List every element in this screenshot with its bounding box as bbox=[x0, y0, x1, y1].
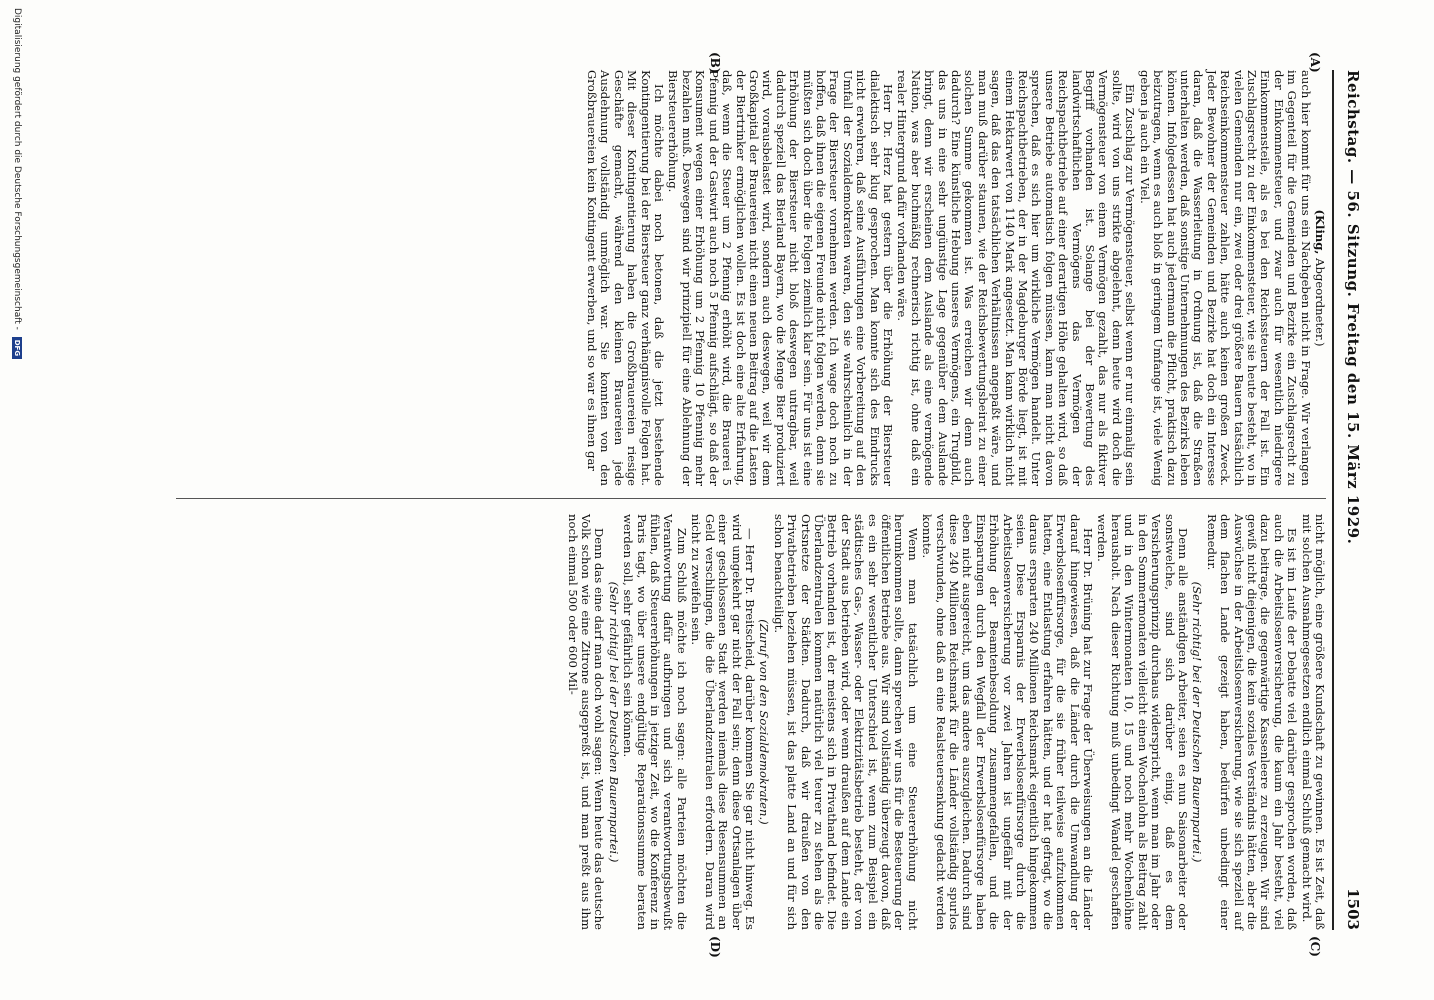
digitization-credit bbox=[12, 8, 22, 359]
interjection: (Zuruf von den Sozialdemokraten.) bbox=[757, 619, 772, 825]
page-header bbox=[1334, 70, 1364, 930]
dfg-logo-icon: DFG bbox=[12, 337, 22, 359]
column-divider bbox=[176, 498, 1326, 499]
page-number: 1503 bbox=[1344, 888, 1362, 930]
paragraph: Herr Dr. Brüning hat zur Frage der Überweisungen an die Länder darauf hingewiesen, daß die Länder durch die Umwandlung der Erwerbslosenfürsorge, für die sie früher teilweise aufzukommen hatten, eine Entlastung erfahren hätten, und er hat gefragt, wo die daraus ersparten 240 Millionen Reichsmark eigentlich hingekommen seien. Diese Ersparnis der Erwerbslosenfürsorge durch die Arbeitslosenversicherung vor zwei Jahren ist ungefähr mit der Erhöhung der Beamtenbesoldung zusammengefallen, und die Einsparungen durch den Wegfall der Erwerbslosenfürsorge haben eben nicht ausgereicht, um das andere auszugleichen. Dadurch sind diese 240 Millionen Reichsmark für die Länder vollständig spurlos verschwunden, ohne daß an eine Realsteuersenkung gedacht werden konnte. bbox=[920, 514, 1096, 930]
running-head: Reichstag. — 56. Sitzung. Freitag den 15. März 1929. bbox=[1344, 70, 1362, 545]
paragraph: nicht möglich, eine größere Kundschaft zu gewinnen. Es ist Zeit, daß mit solchen Ausnahmegesetzen endlich einmal Schluß gemacht wird. bbox=[1299, 514, 1327, 930]
paragraph: — Herr Dr. Breitscheid, darüber kommen Sie gar nicht hinweg. Es wird umgekehrt gar nicht der Fall sein; denn diese Ortsanlagen über einer geschlossenen Stadt werden niemals diese Riesensummen an Geld verschlingen, die die Überlandzentralen erfordern. Daran wird nicht zu zweifeln sein. bbox=[689, 514, 757, 930]
credit-text: Digitalisierung gefördert durch die Deutsche Forschungsgemeinschaft - bbox=[12, 8, 22, 330]
margin-mark-b: (B) bbox=[708, 52, 722, 74]
margin-mark-c: (C) bbox=[1308, 936, 1322, 957]
speaker-role: Abgeordneter.) bbox=[1313, 258, 1327, 347]
margin-mark-a: (A) bbox=[1308, 52, 1322, 73]
interjection: (Sehr richtig! bei der Deutschen Bauernpartei.) bbox=[1190, 581, 1205, 863]
right-column bbox=[564, 514, 1326, 930]
paragraph: Es ist im Laufe der Debatte viel darüber gesprochen worden, daß auch die Arbeitslosenversicherung, die kaum ein Jahr besteht, viel dazu beitrage, die gegenwärtige Kassenleere zu erzeugen. Wir sind gewiß nicht diejenigen, die kein soziales Verständnis hätten, aber die Auswüchse in der Arbeitslosenversicherung, wie sie sich speziell auf dem flachen Lande gezeigt haben, bedürfen unbedingt einer Remedur. bbox=[1204, 514, 1300, 930]
speaker-name: (Kling, bbox=[1313, 209, 1327, 255]
paragraph: Ein Zuschlag zur Vermögensteuer, selbst wenn er nur einmalig sein sollte, wird von uns strikte abgelehnt, denn heute wird doch die Vermögensteuer von einem Vermögen gezahlt, das nur als fiktiver Begriff vorhanden ist. Solange bei der Bewertung des landwirtschaftlichen Vermögens das Vermögen der Reichspachtbetriebe auf einer derartigen Höhe gehalten wird, so daß unsere Betriebe automatisch folgen müssen, kann man nicht davon sprechen, daß es sich hier um wirkliche Vermögen handelt. Unter Reichspachtbetrieben, der in der Magdeburger Börde liegt, ist mit einem Hektarwert von 1140 Mark angesetzt. Man kann wirklich nicht sagen, daß das den tatsächlichen Verhältnissen angepaßt wäre, und man muß darüber staunen, wie der Reichsbewertungsbeirat zu einer solchen Summe gekommen ist. Was erreichen wir denn auch dadurch? Eine künstliche Hebung unseres Vermögens, ein Trugbild, das uns in eine sehr ungünstige Lage gegenüber dem Auslande bringt, denn wir erscheinen dem Auslande als eine vermögende Nation, was aber buchmäßig rechnerisch richtig ist, ohne daß ein realer Hintergrund dafür vorhanden wäre. bbox=[895, 70, 1138, 486]
header-rule bbox=[1332, 70, 1334, 930]
left-column bbox=[584, 70, 1326, 486]
paragraph: Herr Dr. Herz hat gestern über die Erhöhung der Biersteuer dialektisch sehr klug gesprochen. Man konnte sich des Eindrucks nicht erwehren, daß seine Ausführungen eine Vorbereitung auf den Umfall der Sozialdemokraten waren, den sie wahrscheinlich in der Frage der Biersteuer vornehmen werden. Ich wage doch noch zu hoffen, daß ihnen die eigenen Freunde nicht folgen werden, denn sie müßten sich doch über die Folgen ziemlich klar sein. Für uns ist eine Erhöhung der Biersteuer nicht bloß deswegen untragbar, weil dadurch speziell das Bierland Bayern, wo die Menge Bier produziert wird, vorausbelastet wird, sondern auch deswegen, weil wir dem Großkapital der Brauereien nicht einen neuen Beitrag auf die Lasten der Biertrinker ermöglichen wollen. Es ist doch eine alte Erfahrung, daß, wenn die Steuer um 2 Pfennig erhöht wird, die Brauerei 5 Pfennig und der Gastwirt auch noch 5 Pfennig aufschlägt, so daß der Konsument wegen einer Erhöhung um 2 Pfennig 10 Pfennig mehr bezahlen muß. Deswegen sind wir prinzipiell für eine Ablehnung der Biersteuererhöhung. bbox=[666, 70, 895, 486]
paragraph: Denn alle anständigen Arbeiter, seien es nun Saisonarbeiter oder sonstwelche, sind sich darüber einig, daß es dem Versicherungsprinzip durchaus widerspricht, wenn man im Jahr oder in den Sommermonaten vielleicht einen Wochenlohn als Beitrag zahlt und in den Wintermonaten 10, 15 und noch mehr Wochenlöhne herausholt. Nach dieser Richtung muß unbedingt Wandel geschaffen werden. bbox=[1095, 514, 1190, 930]
paragraph: Ich möchte dabei noch betonen, daß die jetzt bestehende Kontingentierung bei der Biersteuer ganz verhängnisvolle Folgen hat. Mit dieser Kontingentierung haben die Großbrauereien riesige Geschäfte gemacht, während den kleinen Brauereien jede Ausdehnung vollständig unmöglich war. Sie konnten von den Großbrauereien kein Kontingent erwerben, und so war es ihnen gar bbox=[585, 70, 667, 486]
paragraph: Zum Schluß möchte ich noch sagen: alle Parteien möchten die Verantwortung dafür aufbringen und sich verantwortungsbewußt fühlen, daß Steuererhöhungen in jetziger Zeit, wo die Konferenz in Paris tagt, wo über unsere endgültige Reparationssumme beraten werden soll, sehr gefährlich sein können. bbox=[621, 514, 689, 930]
paragraph: auch hier kommt für uns ein Nachgeben nicht in Frage. Wir verlangen im Gegenteil für die Gemeinden und Bezirke ein Zuschlagsrecht zu der Einkommensteuer, und zwar auch für wesentlich niedrigere Einkommensteile, als es bei den Reichssteuern der Fall ist. Ein Zuschlagsrecht zu der Einkommensteuer, wie sie heute besteht, wo in vielen Gemeinden nur ein, zwei oder drei größere Bauern tatsächlich Reichseinkommensteuer zahlen, hätte auch keinen großen Zweck. Jeder Bewohner der Gemeinden und Bezirke hat doch ein Interesse daran, daß die Wasserleitung in Ordnung ist, daß die Straßen unterhalten werden, daß sonstige Unternehmungen des Bezirks leben können. Infolgedessen hat auch jedermann die Pflicht, praktisch dazu beizutragen, wenn es auch bloß in geringem Umfange ist, viele Wenig geben ja auch ein Viel. bbox=[1137, 70, 1313, 486]
margin-mark-d: (D) bbox=[708, 936, 722, 958]
speaker-line bbox=[1313, 70, 1326, 486]
interjection: (Sehr richtig! bei der Deutschen Bauernpartei.) bbox=[606, 581, 621, 863]
paragraph: Denn das eine darf man doch wohl sagen: Wenn heute das deutsche Volk schon wie eine Zitrone ausgepreßt ist, und man preßt aus ihm noch einmal 500 oder 600 Mil- bbox=[565, 514, 607, 930]
paragraph: Wenn man tatsächlich um eine Steuererhöhung nicht herumkommen sollte, dann sprechen wir uns für die Besteuerung der öffentlichen Betriebe aus. Wir sind vollständig überzeugt davon, daß es ein sehr wesentlicher Unterschied ist, wenn zum Beispiel ein städtisches Gas-, Wasser- oder Elektrizitätsbetrieb besteht, der von der Stadt aus betrieben wird, oder wenn draußen auf dem Lande ein Betrieb vorhanden ist, der meistens sich in Privathand befindet. Die Überlandzentralen kommen natürlich viel teurer zu stehen als die Ortsnetze der Städten. Dadurch, daß wir draußen von den Privatbetrieben beziehen müssen, ist das platte Land an und für sich schon benachteiligt. bbox=[771, 514, 920, 930]
